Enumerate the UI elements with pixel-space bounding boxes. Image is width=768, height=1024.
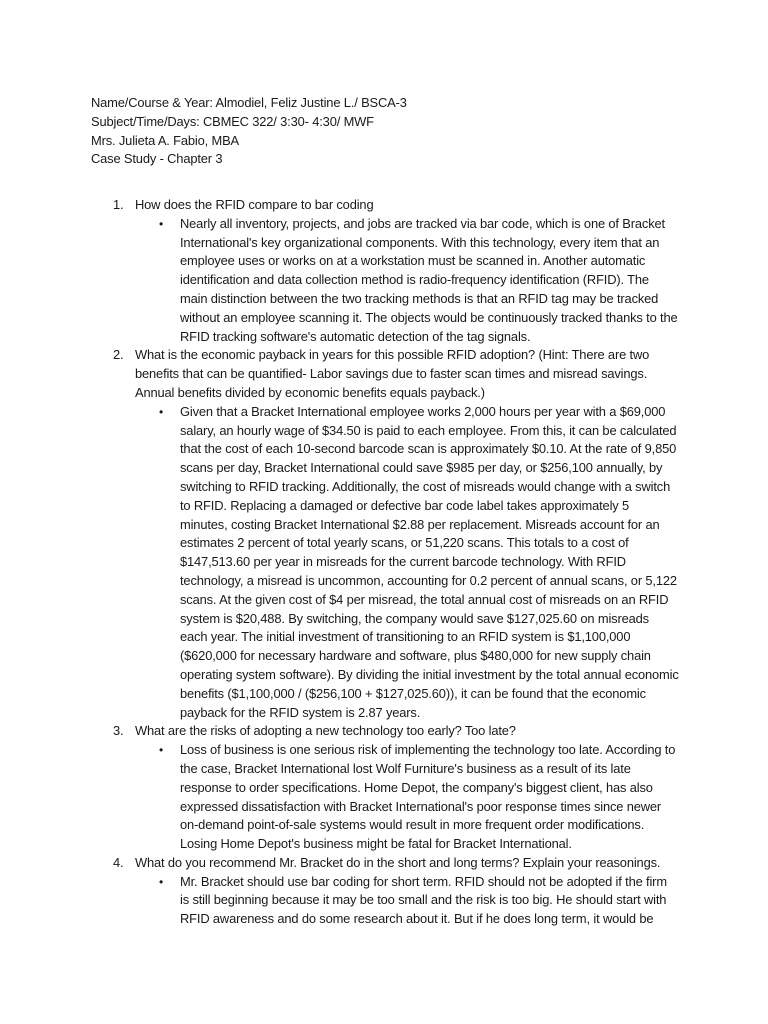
question-item bbox=[113, 346, 679, 722]
answer-list bbox=[135, 741, 679, 854]
answer-item bbox=[135, 873, 679, 929]
answer-item bbox=[135, 215, 679, 347]
question-item bbox=[113, 196, 679, 346]
question-number: 2. bbox=[113, 347, 124, 363]
question-number: 4. bbox=[113, 854, 124, 870]
answer-text: Nearly all inventory, projects, and jobs are tracked via bar code, which is one of Bracket International's key organizational components. With this technology, every item that an employee uses or works on at a workstation must be scanned in. Another automatic identification and data collection method is radio-frequency identification (RFID). The main distinction between the two tracking methods is that an RFID tag may be tracked without an employee scanning it. The objects would be continuously tracked thanks to the RFID tracking software's automatic detection of the tag signals. bbox=[180, 215, 678, 344]
answer-list bbox=[135, 873, 679, 929]
question-text: How does the RFID compare to bar coding bbox=[135, 197, 374, 212]
answer-list bbox=[135, 215, 679, 347]
answer-item bbox=[135, 403, 679, 723]
answer-text: Mr. Bracket should use bar coding for short term. RFID should not be adopted if the firm is still beginning because it may be too small and the risk is too big. He should start with RFID awareness and do some research about it. But if he does long term, it would be bbox=[180, 873, 667, 927]
question-text: What is the economic payback in years for this possible RFID adoption? (Hint: There are two benefits that can be quantified- Labor savings due to faster scan times and misread savings. Annual benefits divided by economic benefits equals payback.) bbox=[135, 347, 650, 400]
question-item bbox=[113, 722, 679, 854]
answer-item bbox=[135, 741, 679, 854]
question-list bbox=[113, 196, 679, 929]
bullet-icon: • bbox=[159, 404, 164, 419]
question-text: What do you recommend Mr. Bracket do in the short and long terms? Explain your reasonings. bbox=[135, 854, 661, 870]
answer-text: Given that a Bracket International employee works 2,000 hours per year with a $69,000 salary, an hourly wage of $34.50 is paid to each employee. From this, it can be calculated that the cost of each 10-second barcode scan is approximately $0.10. At the rate of 9,850 scans per day, Bracket International could save $985 per day, or $256,100 annually, by switching to RFID tracking. Additionally, the cost of misreads would change with a switch to RFID. Replacing a damaged or defective bar code label takes approximately 5 minutes, costing Bracket International $2.88 per replacement. Misreads account for an estimates 2 percent of total yearly scans, or 51,220 scans. This totals to a cost of $147,513.60 per year in misreads for the current barcode technology. With RFID technology, a misread is uncommon, accounting for 0.2 percent of annual scans, or 5,122 scans. At the given cost of $4 per misread, the total annual cost of misreads on an RFID system is $20,488. By switching, the company would save $127,025.60 on misreads each year. The initial investment of transitioning to an RFID system is $1,100,000 ($620,000 for necessary hardware and software, plus $480,000 for new supply chain operating system software). By dividing the initial investment by the total annual economic benefits ($1,100,000 / ($256,100 + $127,025.60)), it can be found that the economic payback for the RFID system is 2.87 years. bbox=[180, 403, 679, 720]
case-study-title: Case Study - Chapter 3 bbox=[91, 151, 223, 167]
bullet-icon: • bbox=[159, 216, 164, 231]
question-number: 1. bbox=[113, 197, 124, 212]
answer-text: Loss of business is one serious risk of implementing the technology too late. According to the case, Bracket International lost Wolf Furniture's business as a result of its late response to order specifications. Home Depot, the company's biggest client, has also expressed dissatisfaction with Bracket International's poor response times since newer on-demand point-of-sale systems would result in more frequent order modifications. Losing Home Depot's business might be fatal for Bracket International. bbox=[180, 742, 676, 852]
question-text: What are the risks of adopting a new technology too early? Too late? bbox=[135, 723, 516, 739]
bullet-icon: • bbox=[159, 743, 164, 758]
name-course-year: Name/Course & Year: Almodiel, Feliz Justine L./ BSCA-3 bbox=[91, 95, 407, 110]
instructor-name: Mrs. Julieta A. Fabio, MBA bbox=[91, 132, 239, 148]
subject-time-days: Subject/Time/Days: CBMEC 322/ 3:30- 4:30/ MWF bbox=[91, 113, 374, 129]
question-number: 3. bbox=[113, 723, 124, 739]
document-header bbox=[91, 94, 691, 169]
answer-list bbox=[135, 403, 679, 723]
question-item bbox=[113, 854, 679, 929]
bullet-icon: • bbox=[159, 874, 164, 889]
